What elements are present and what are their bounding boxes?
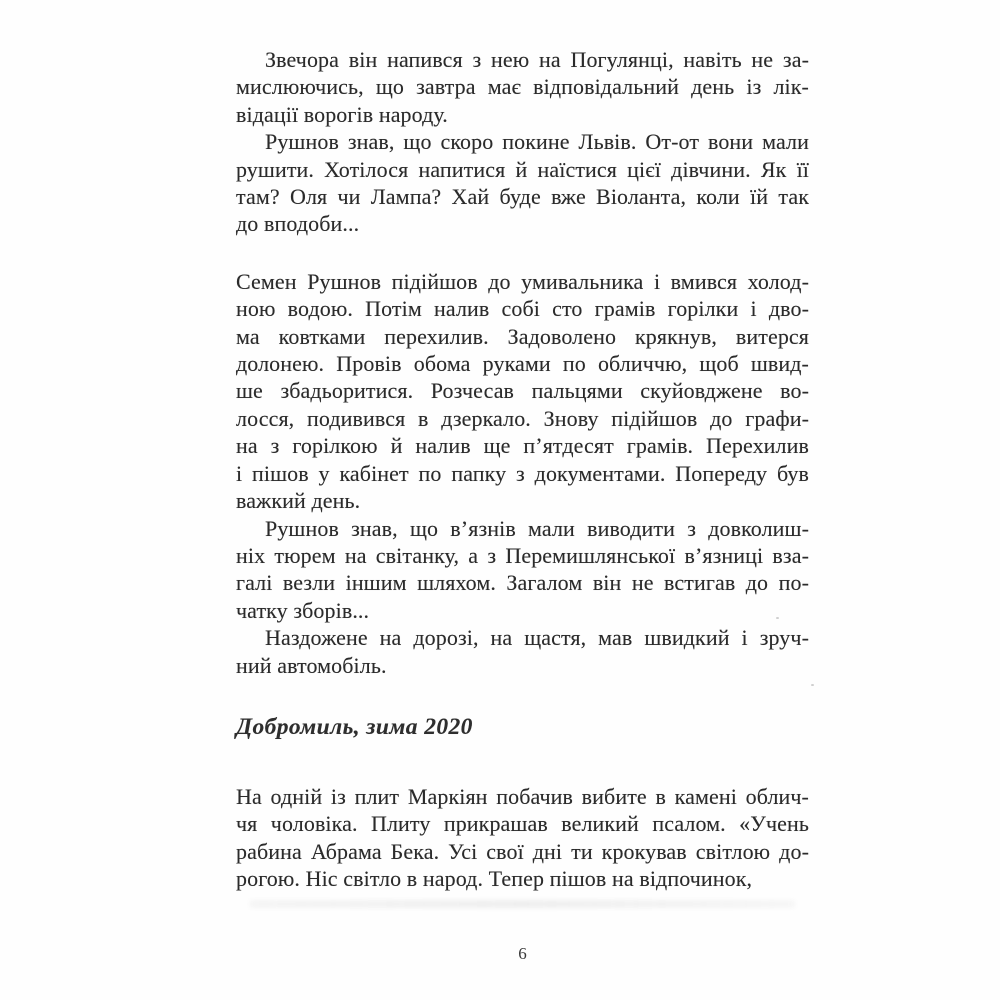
text-line: на з горілкою й налив ще п’ятдесят грамів. Перехилив [236,433,809,459]
text-line: долонею. Провів обома руками по обличчю, щоб швид- [236,351,809,377]
text-line: Семен Рушнов підійшов до умивальника і вмився холод- [236,268,809,294]
paragraph [236,128,809,238]
text-line: На одній із плит Маркіян побачив вибите в камені облич- [236,783,809,809]
text-line: там? Оля чи Лампа? Хай буде вже Віоланта, коли їй так [236,184,809,210]
text-line: важкий день. [236,488,361,514]
text-line: ше збадьоритися. Розчесав пальцями скуйовджене во- [236,378,809,404]
text-line: рабина Абрама Бека. Усі свої дні ти крокував світлою до- [236,838,809,864]
text-line: лосся, подивився в дзеркало. Знову підійшов до графи- [236,405,809,431]
text-line: Звечора він напився з нею на Погулянці, навіть не за- [265,47,809,72]
text-line: мислюючись, що завтра має відповідальний день із лік- [236,74,809,100]
paragraph [236,515,809,625]
text-line: відації ворогів народу. [236,101,448,127]
paragraph [236,624,809,679]
text-line: ною водою. Потім налив собі сто грамів горілки і дво- [236,296,809,322]
paragraph [236,268,809,515]
text-line: рушити. Хотілося напитися й наїстися цієї дівчини. Як її [236,156,809,182]
text-line: Наздожене на дорозі, на щастя, мав швидкий і зруч- [265,625,809,651]
section-heading: Добромиль, зима 2020 [236,713,473,740]
text-line: чатку зборів... [236,597,370,623]
text-line: ний автомобіль. [236,652,387,678]
text-line: Рушнов знав, що в’язнів мали виводити з довколиш- [265,515,809,541]
text-line: і пішов у кабінет по папку з документами. Попереду був [236,460,809,486]
text-line: чя чоловіка. Плиту прикрашав великий псалом. «Учень [236,811,809,837]
page-number: 6 [518,944,527,963]
scan-showthrough-artifact [250,900,795,908]
scan-speck-artifact [811,684,814,686]
text-line: Рушнов знав, що скоро покине Львів. От-от вони мали [265,129,809,155]
text-line: ніх тюрем на світанку, а з Перемишлянської в’язниці вза- [236,542,809,568]
text-line: галі везли іншим шляхом. Загалом він не встигав до по- [236,570,809,596]
text-line: ма ковтками перехилив. Задоволено крякнув, витерся [236,323,809,349]
text-line: до вподоби... [236,211,360,237]
text-line: рогою. Ніс світло в народ. Тепер пішов на відпочинок, [236,866,753,892]
scan-speck-artifact [776,617,779,619]
text-column [236,46,809,893]
paragraph [236,783,809,893]
paragraph [236,46,809,128]
